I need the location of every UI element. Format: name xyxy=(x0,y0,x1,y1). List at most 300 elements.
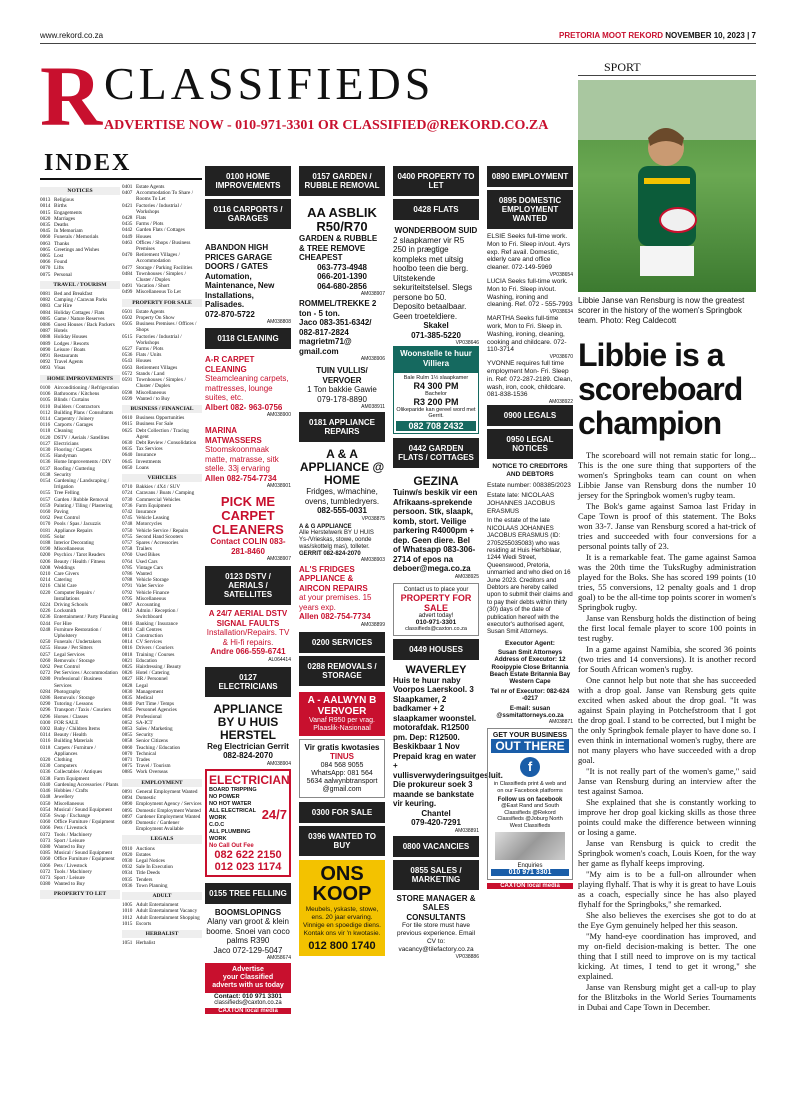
index-code: 0812 xyxy=(122,608,133,615)
publication-name: PRETORIA MOOT REKORD xyxy=(559,31,664,40)
article-paragraph: One cannot help but note that she has succeeded with a drop goal. Janse van Rensburg gets quite excited when asked about the drop goal. "It was against Spain playing in Potchefstroom that I got the drop goal. I stand to be corrected, but I might be the only Springbok female player to have done so. I even think in international women's rugby, there are not many players who have succeeded with a drop goal. xyxy=(578,675,756,765)
index-code: 0110 xyxy=(40,403,51,410)
index-code: 0366 xyxy=(40,862,51,869)
section-header: 0400 PROPERTY TO LET xyxy=(393,166,479,196)
index-label: Part Time / Temps xyxy=(136,701,175,708)
index-label: Builders / Contractors xyxy=(54,403,100,410)
newspapers-image xyxy=(495,832,565,860)
index-label: Locksmith xyxy=(54,608,77,615)
index-code: 1012 xyxy=(122,914,133,921)
index-label: Office Furniture / Equipment xyxy=(54,856,115,863)
promo-line: Advertise xyxy=(232,966,264,973)
index-heading: BUSINESS / FINANCIAL xyxy=(122,405,202,413)
index-code: 0206 xyxy=(40,558,51,565)
index-label: Business For Sale xyxy=(136,421,174,428)
index-code: 0373 xyxy=(40,874,51,881)
index-label: Carpets / Furniture / Appliances xyxy=(54,744,96,757)
index-label: Pest Control xyxy=(54,515,80,522)
index-code: 0373 xyxy=(40,837,51,844)
index-label: Holiday Cottages / Flats xyxy=(54,309,105,316)
ad-body: YVONNE requires full time employment Mon- Fri. Sleep in. Ref: 072-287-2189. Clean, wash, iron, cook, childcare. 081-838-1536 xyxy=(487,360,573,399)
index-code: 0850 xyxy=(122,713,133,720)
index-label: Hotel / Catering xyxy=(136,670,170,677)
promo-title-2: OUT THERE xyxy=(491,739,569,753)
villiera-ad xyxy=(393,346,479,372)
index-label: Roofing / Guttering xyxy=(54,465,95,472)
index-label: Pest Control xyxy=(54,664,80,671)
index-heading: PROPERTY FOR SALE xyxy=(122,299,202,307)
index-code: 0885 xyxy=(122,769,133,776)
index-code: 0572 xyxy=(122,370,133,377)
ad-title: A & A APPLIANCE @ HOME xyxy=(299,447,385,487)
index-label: Security xyxy=(54,471,72,478)
ad-body: For tile store must have previous experience. Email CV to: vacancy@tilefactory.co.za xyxy=(396,922,476,953)
index-code: 0830 xyxy=(122,688,133,695)
index-code: 0380 xyxy=(40,881,51,888)
index-entry xyxy=(40,745,120,757)
index-label: Wanted xyxy=(136,570,152,577)
index-label: Interior Decorating xyxy=(54,539,94,546)
index-label: Gardening / Landscaping / Irrigation xyxy=(54,477,110,491)
index-entry xyxy=(122,428,202,440)
index-label: SA-ICT xyxy=(136,719,153,726)
index-code: 0136 xyxy=(40,459,51,466)
enquiries-tel: 010 971 3301 xyxy=(491,869,569,876)
index-code: 0813 xyxy=(122,633,133,640)
contact-line-3: advert today! xyxy=(418,612,454,619)
index-code: 0710 xyxy=(122,484,133,491)
index-label: Weddings xyxy=(54,564,75,571)
sport-label: SPORT xyxy=(578,60,756,76)
ad-body: Jaco 083-351-6342/ 082-817-2824 magrietm71@ gmail.com xyxy=(299,318,372,356)
index-code: 0748 xyxy=(122,521,133,528)
index-label: Accounting xyxy=(136,602,161,608)
index-label: Vacation / Short xyxy=(136,283,170,290)
index-label: Factories / Industrial / Workshops xyxy=(136,333,182,346)
ad-contact: Contact COLIN 083-281-8460 xyxy=(210,537,286,556)
ad-tel: 079-420-7291 xyxy=(411,818,461,827)
index-label: Psychics / Tarot Readers xyxy=(54,552,105,559)
index-code: 0826 xyxy=(122,670,133,677)
ad-name: TINUS xyxy=(330,752,354,761)
site-url[interactable]: www.rekord.co.za xyxy=(40,31,104,40)
index-code: 0385 xyxy=(40,850,51,857)
index-code: 0791 xyxy=(122,583,133,590)
section-header: 0449 HOUSES xyxy=(393,639,479,660)
index-code: 0155 xyxy=(40,490,51,497)
ad-ref: VP038654 xyxy=(549,271,573,278)
index-entry xyxy=(122,271,202,283)
index-code: 0157 xyxy=(40,496,51,503)
index-code: 0760 xyxy=(122,552,133,559)
index-code: 0527 xyxy=(122,346,133,353)
index-label: Offices / Shops / Business Premises xyxy=(136,239,191,253)
ad-body: at your premises. 15 years exp. xyxy=(299,593,372,612)
index-label: HR / Personnel xyxy=(136,676,168,683)
section-header: 0890 EMPLOYMENT xyxy=(487,166,573,187)
index-code: 0106 xyxy=(40,391,51,398)
section-header: 0155 TREE FELLING xyxy=(205,883,291,904)
ad-body: ELSIE Seeks full-time work. Mon to Fri. Sleep in/out. 4yrs exp. Ref avail. Domestic, elderly care and office cleaner. 072-149-5969 xyxy=(487,233,571,272)
index-label: Caravans / Boats / Camping xyxy=(136,490,195,497)
index-code: 0615 xyxy=(122,421,133,428)
index-code: 0087 xyxy=(40,328,51,335)
index-label: Carpentry / Joinery xyxy=(54,415,95,422)
index-heading: NOTICES xyxy=(40,187,120,195)
ad-title: Vir gratis kwotasies xyxy=(304,742,380,752)
index-label: Legal Services xyxy=(54,651,85,658)
index-label: Births xyxy=(54,203,67,210)
index-code: 0185 xyxy=(40,533,51,540)
index-label: Gardening Accessories / Plants xyxy=(54,781,119,788)
index-code: 0170 xyxy=(40,521,51,528)
index-entry xyxy=(40,881,120,887)
ad-ref: AM038907 xyxy=(266,556,291,562)
index-code: 0788 xyxy=(122,577,133,584)
article-body xyxy=(578,450,756,1110)
index-code: 0065 xyxy=(40,246,51,253)
price-label: Bale Rulm 1½ slaapkamer xyxy=(403,375,469,381)
index-code: 0092 xyxy=(40,359,51,366)
index-label: Domestic Employment Wanted xyxy=(136,807,201,814)
index-label: Accommodation To Share / Rooms To Let xyxy=(136,190,194,203)
index-label: Work Overseas xyxy=(136,769,168,776)
contact-tel: 010-971-3301 xyxy=(415,618,457,626)
index-code: 0810 xyxy=(122,626,133,633)
elec-service: C.O.C xyxy=(209,821,225,828)
index-label: Townhouses / Simplex / Cluster / Duplex xyxy=(136,377,186,390)
index-code: 0255 xyxy=(40,645,51,652)
index-label: Musical / Sound Equipment xyxy=(54,850,113,857)
ad-body: Huis te huur naby Voorpos Laerskool. 3 Slaapkamer, 2 badkamer + 2 slaapkamer woonstel. motorafdak. R12500 pm. Dep: R12500. Beskikbaar 1 Nov Prepaid krag en water + vullisverwyderingsuitgesluit. Die prokureur soek 3 maande se bankstate vir keuring. xyxy=(393,675,503,808)
index-label: Hairdressing / Beauty xyxy=(136,664,182,671)
ad-name: Chantel xyxy=(421,808,451,818)
index-label: Holiday Houses xyxy=(54,334,88,341)
article-paragraph: It is a remarkable feat. The game against Samoa was the 20th time the TuksRugby administration played for the Boks. She has scored 199 points (10 tries, 55 conversions, 12 penalty goals and 1 drop goal) to be the all-time top points scorer in women's Springbok rugby. xyxy=(578,552,756,612)
index-label: Bed and Breakfast xyxy=(54,291,93,298)
section-header: 0428 FLATS xyxy=(393,199,479,220)
ad-sub: GARDEN & RUBBLE & TREE REMOVE CHEAPEST xyxy=(299,234,378,262)
index-code: 0045 xyxy=(40,228,51,235)
index-code: 0428 xyxy=(122,215,133,222)
index-code: 0816 xyxy=(122,620,133,627)
index-code: 0284 xyxy=(40,688,51,695)
index-entry xyxy=(40,627,120,639)
promo-email[interactable]: classifieds@caxton.co.za xyxy=(214,1000,282,1006)
ad-title: A 24/7 AERIAL DSTV SIGNAL FAULTS xyxy=(208,609,288,628)
index-code: 0599 xyxy=(122,395,133,402)
ad-tel: Albert 082- 963-0756 xyxy=(205,402,283,412)
index-code: 0210 xyxy=(40,570,51,577)
index-code: 0116 xyxy=(40,422,51,429)
top-bar xyxy=(40,30,756,44)
index-code: 0366 xyxy=(40,825,51,832)
index-code: 1015 xyxy=(122,920,133,927)
index-code: 0075 xyxy=(40,271,51,278)
ad-tel: 063-773-4948 xyxy=(317,262,367,272)
index-code: 0354 xyxy=(40,806,51,813)
index-code: 0463 xyxy=(122,239,133,246)
ad-body: Tuinw/s beskik vir een Afrikaans-sprekende persoon. Stk, slaapk, komb, stort. Veilige parkering R4000pm + dep. Geen diere. Bel of Whatsapp 083-306-2714 of epos na deboer@mega.co.za xyxy=(393,488,478,573)
exec-tel: Tel nr of Executor: 082-624 -0217 xyxy=(490,687,570,703)
classified-column-a xyxy=(205,166,291,1110)
article-paragraph: The scoreboard will not remain static for long... This is the one sure thing that supporters of the women's Springboks team can count on when Libbie Janse van Rensburg dons the number 10 jersey for the Springbok women's rugby team. xyxy=(578,450,756,500)
index-label: Computer Repairs / Installations xyxy=(54,589,95,602)
index-code: 0858 xyxy=(122,738,133,745)
ad-title: WONDERBOOM SUID xyxy=(394,226,478,235)
index-code: 0491 xyxy=(122,283,133,290)
index-entry xyxy=(122,203,202,215)
section-header: 0950 LEGAL NOTICES xyxy=(487,429,573,459)
contact-email[interactable]: classifieds@caxton.co.za xyxy=(405,625,467,632)
index-label: Adult Entertainment Shopping xyxy=(136,914,200,921)
ad-title: APPLIANCE BY U HUIS HERSTEL xyxy=(213,701,283,742)
index-code: 0105 xyxy=(40,397,51,404)
index-code: 0216 xyxy=(40,583,51,590)
index-label: Investments xyxy=(136,458,162,465)
index-label: Tutoring / Lessons xyxy=(54,701,93,708)
exec-body: Susan Smit Attorneys Address of Executor: 12 Rooipypie Close Britannia Beach Estate Britannia Bay Western Cape xyxy=(489,648,571,686)
ad-ref: VP038670 xyxy=(549,354,573,361)
index-code: 0162 xyxy=(40,515,51,522)
index-code: 0372 xyxy=(40,868,51,875)
section-header: 0100 HOME IMPROVEMENTS xyxy=(205,166,291,196)
ad-tel: Andre 066-559-6741 xyxy=(210,647,286,656)
notice-late: Estate late: NICOLAAS JOHANNES JACOBUS ERASMUS xyxy=(487,491,555,515)
index-code: 0742 xyxy=(122,508,133,515)
index-label: Teaching / Education xyxy=(136,744,181,751)
index-label: Adult Entertainment Vacancy xyxy=(136,908,198,915)
index-label: Horses / Classes xyxy=(54,713,89,720)
index-label: For Hire xyxy=(54,620,72,627)
index-label: Miscellaneous xyxy=(54,800,84,807)
index-code: 0645 xyxy=(122,458,133,465)
player-photo xyxy=(578,80,756,292)
notice-estate: Estate number: 008385/2023 xyxy=(487,482,571,490)
index-column-1 xyxy=(40,184,120,946)
ad-ref: AM038900 xyxy=(266,412,291,418)
index-label: Miscellaneous To Let xyxy=(136,289,181,296)
index-code: 0088 xyxy=(40,334,51,341)
index-code: 0296 xyxy=(40,707,51,714)
index-code: 0757 xyxy=(122,539,133,546)
ad-sub: Reg Electrician Gerrit 082-824-2070 xyxy=(207,741,289,760)
article-paragraph: Janse van Rensburg might get a call-up to play for the Blitzboks in the World Series Tournaments in Dubai and Cape Town in December. xyxy=(578,982,756,1012)
index-code: 0934 xyxy=(122,870,133,877)
ad-title: WAVERLEY xyxy=(405,663,467,676)
index-label: Vehicle Leasing xyxy=(136,515,170,522)
index-label: Flats xyxy=(136,215,147,222)
player-figure-image xyxy=(578,80,756,292)
ad-title: BOOMSLOPINGS xyxy=(214,907,282,917)
index-code: 0401 xyxy=(122,184,133,190)
index-label: FOR SALE xyxy=(54,719,79,726)
index-label: Wanted to Buy xyxy=(54,881,85,888)
section-header: 0300 FOR SALE xyxy=(299,802,385,823)
index-label: Professional xyxy=(136,713,162,720)
index-label: Gardener Employment Wanted xyxy=(136,813,201,820)
index-entry xyxy=(122,252,202,264)
index-title: INDEX xyxy=(40,148,202,180)
classified-column-d xyxy=(487,166,573,1110)
ad-title: Woonstelle te huur Villiera xyxy=(400,349,472,368)
ad-ref: VP038634 xyxy=(549,309,573,316)
ad-title: STORE MANAGER & SALES CONSULTANTS xyxy=(396,893,476,922)
index-code: 0598 xyxy=(122,389,133,396)
index-label: Sales / Marketing xyxy=(136,726,173,733)
index-label: Care Givers xyxy=(54,570,79,577)
index-label: Photography xyxy=(54,688,81,695)
index-label: CV Services xyxy=(136,639,162,646)
section-header: 0127 ELECTRICIANS xyxy=(205,667,291,697)
index-code: 0724 xyxy=(122,490,133,497)
promo-line: your Classified xyxy=(222,974,274,981)
index-code: 0190 xyxy=(40,546,51,553)
promo-box xyxy=(205,963,291,993)
index-label: Storage / Parking Facilities xyxy=(136,264,193,271)
index-label: Baby / Children Items xyxy=(54,726,100,733)
index-code: 0505 xyxy=(122,321,133,328)
index-label: Handyman xyxy=(54,453,77,460)
index-label: Bakkies / 4X4 / SUV xyxy=(136,484,181,491)
index-code: 1005 xyxy=(122,902,133,909)
index-code: 0280 xyxy=(40,676,51,683)
index-label: Estates xyxy=(136,851,151,858)
index-label: Lost xyxy=(54,253,64,260)
ad-body: Alany van groot & klein boome. Snoei van coco palms R390 xyxy=(206,917,290,945)
index-label: Catering xyxy=(54,577,72,584)
ad-ref: AM038925 xyxy=(454,573,479,580)
index-code: 0286 xyxy=(40,695,51,702)
index-label: Lifts xyxy=(54,265,64,272)
index-label: Farm Equipment xyxy=(54,775,90,782)
ad-ref: VP038886 xyxy=(455,954,479,960)
index-code: 0356 xyxy=(40,812,51,819)
elec-tel-2: 012 023 1174 xyxy=(214,860,282,873)
index-code: 0936 xyxy=(122,882,133,889)
ad-tel: 071-385-5220 xyxy=(411,330,461,340)
index-code: 0372 xyxy=(40,831,51,838)
index-entry xyxy=(122,820,202,832)
index-code: 0200 xyxy=(40,552,51,559)
index-label: Farms / Plots xyxy=(136,346,164,353)
index-label: Debt Review / Consolidation xyxy=(136,439,197,446)
index-code: 0138 xyxy=(40,471,51,478)
ad-name: Skakel xyxy=(423,321,449,330)
ad-ref: AM038907 xyxy=(360,291,385,297)
index-code: 0470 xyxy=(122,252,133,259)
ad-ref: AM038891 xyxy=(454,827,479,834)
index-code: 0013 xyxy=(40,197,51,204)
villiera-prices xyxy=(393,372,479,434)
ad-body: Alle Herstelwerk BY U HUIS Ys-/Vrieskas, stowe, oonde was/skottelg mas), tolleter. xyxy=(299,529,374,550)
index-label: Auctions xyxy=(136,845,155,852)
article-paragraph: Janse van Rensburg is quick to credit the Springbok women's coach, Louis Koen, for the way her game as flyhalf keeps improving. xyxy=(578,838,756,868)
article-paragraph: In a game against Namibia, she scored 36 points (two tries and 14 conversions). It is another record for South African women's rugby. xyxy=(578,644,756,674)
article-headline: Libbie is a scoreboard champion xyxy=(578,337,743,441)
ad-ref: AM038871 xyxy=(548,719,573,726)
index-label: Building Plans / Consultants xyxy=(54,409,114,416)
index-label: Domestic xyxy=(136,795,156,802)
index-label: Medical xyxy=(136,695,153,702)
index-code: 0536 xyxy=(122,352,133,359)
index-label: Flooring / Carpets xyxy=(54,446,92,453)
elec-service: ALL PLUMBING WORK xyxy=(209,828,251,842)
index-entry xyxy=(40,676,120,688)
index-code: 0897 xyxy=(122,813,133,820)
index-code: 0063 xyxy=(40,240,51,247)
ad-body: 1 Ton bakkie Gawie 079-178-8890 xyxy=(307,385,377,404)
index-code: 0015 xyxy=(40,209,51,216)
index-code: 0083 xyxy=(40,303,51,310)
index-label: Tenders xyxy=(136,876,153,883)
index-heading: HOME IMPROVEMENTS xyxy=(40,375,120,383)
ad-ref: VP038646 xyxy=(455,340,479,346)
index-code: 0935 xyxy=(122,876,133,883)
index-label: Call Centres xyxy=(136,626,162,633)
index-code: 0262 xyxy=(40,664,51,671)
classified-column-b xyxy=(299,166,385,1110)
ad-tel: 012 800 1740 xyxy=(308,939,376,952)
index-code: 0870 xyxy=(122,750,133,757)
section-header: 0123 DSTV / AERIALS / SATELLITES xyxy=(205,566,291,605)
section-header: 0116 CARPORTS / GARAGES xyxy=(205,199,291,229)
index-label: Pets / Livestock xyxy=(54,862,88,869)
masthead-title: CLASSIFIEDS xyxy=(104,58,435,109)
exec-email[interactable]: E-mail: susan @ssmitattorneys.co.za xyxy=(496,704,564,720)
index-heading: EMPLOYMENT xyxy=(122,779,202,787)
index-label: Domestic / Gardener Employment Available xyxy=(136,819,184,833)
index-code: 0821 xyxy=(122,657,133,664)
index-label: Electricians xyxy=(54,440,79,447)
index-label: Travel Agents xyxy=(54,359,84,366)
index-code: 0421 xyxy=(122,202,133,209)
ad-ref: AM058674 xyxy=(266,955,291,961)
index-label: Management xyxy=(136,688,164,695)
ad-tels xyxy=(299,263,385,292)
index-code: 0250 xyxy=(40,639,51,646)
index-code: 0640 xyxy=(122,452,133,459)
index-code: 0845 xyxy=(122,707,133,714)
index-label: Spares / Accessories xyxy=(136,539,179,546)
index-label: Tree Felling xyxy=(54,490,80,497)
index-label: Transport / Taxis / Couriers xyxy=(54,707,111,714)
index-label: Removals / Storage xyxy=(54,657,95,664)
index-label: Clothing xyxy=(54,757,73,764)
index-label: House / Pet Sitters xyxy=(54,645,93,652)
index-label: Restaurants xyxy=(54,353,79,360)
ad-ref: AM038911 xyxy=(361,404,385,410)
index-code: 0035 xyxy=(40,222,51,229)
index-label: Child Care xyxy=(54,583,77,590)
ad-title: A & G APPLIANCE xyxy=(299,523,352,530)
contact-line-2: PROPERTY FOR SALE xyxy=(400,592,472,613)
index-code: 0786 xyxy=(122,570,133,577)
index-heading: PROPERTY TO LET xyxy=(40,890,120,898)
index-code: 0348 xyxy=(40,794,51,801)
index-label: Swap / Exchange xyxy=(54,812,91,819)
index-code: 0499 xyxy=(122,289,133,296)
index-label: Business Opportunities xyxy=(136,415,185,422)
ad-body: Fridges, w/machine, ovens, tumbledryers. xyxy=(304,487,380,506)
index-code: 0635 xyxy=(122,446,133,453)
index-label: Employment Agency / Services xyxy=(136,801,202,808)
index-code: 0816 xyxy=(122,645,133,652)
index-label: Deaths xyxy=(54,222,69,229)
ad-title: ONS KOOP xyxy=(312,862,372,905)
ons-koop-ad xyxy=(299,860,385,956)
index-label: Factories / Industrial / Workshops xyxy=(136,202,182,215)
